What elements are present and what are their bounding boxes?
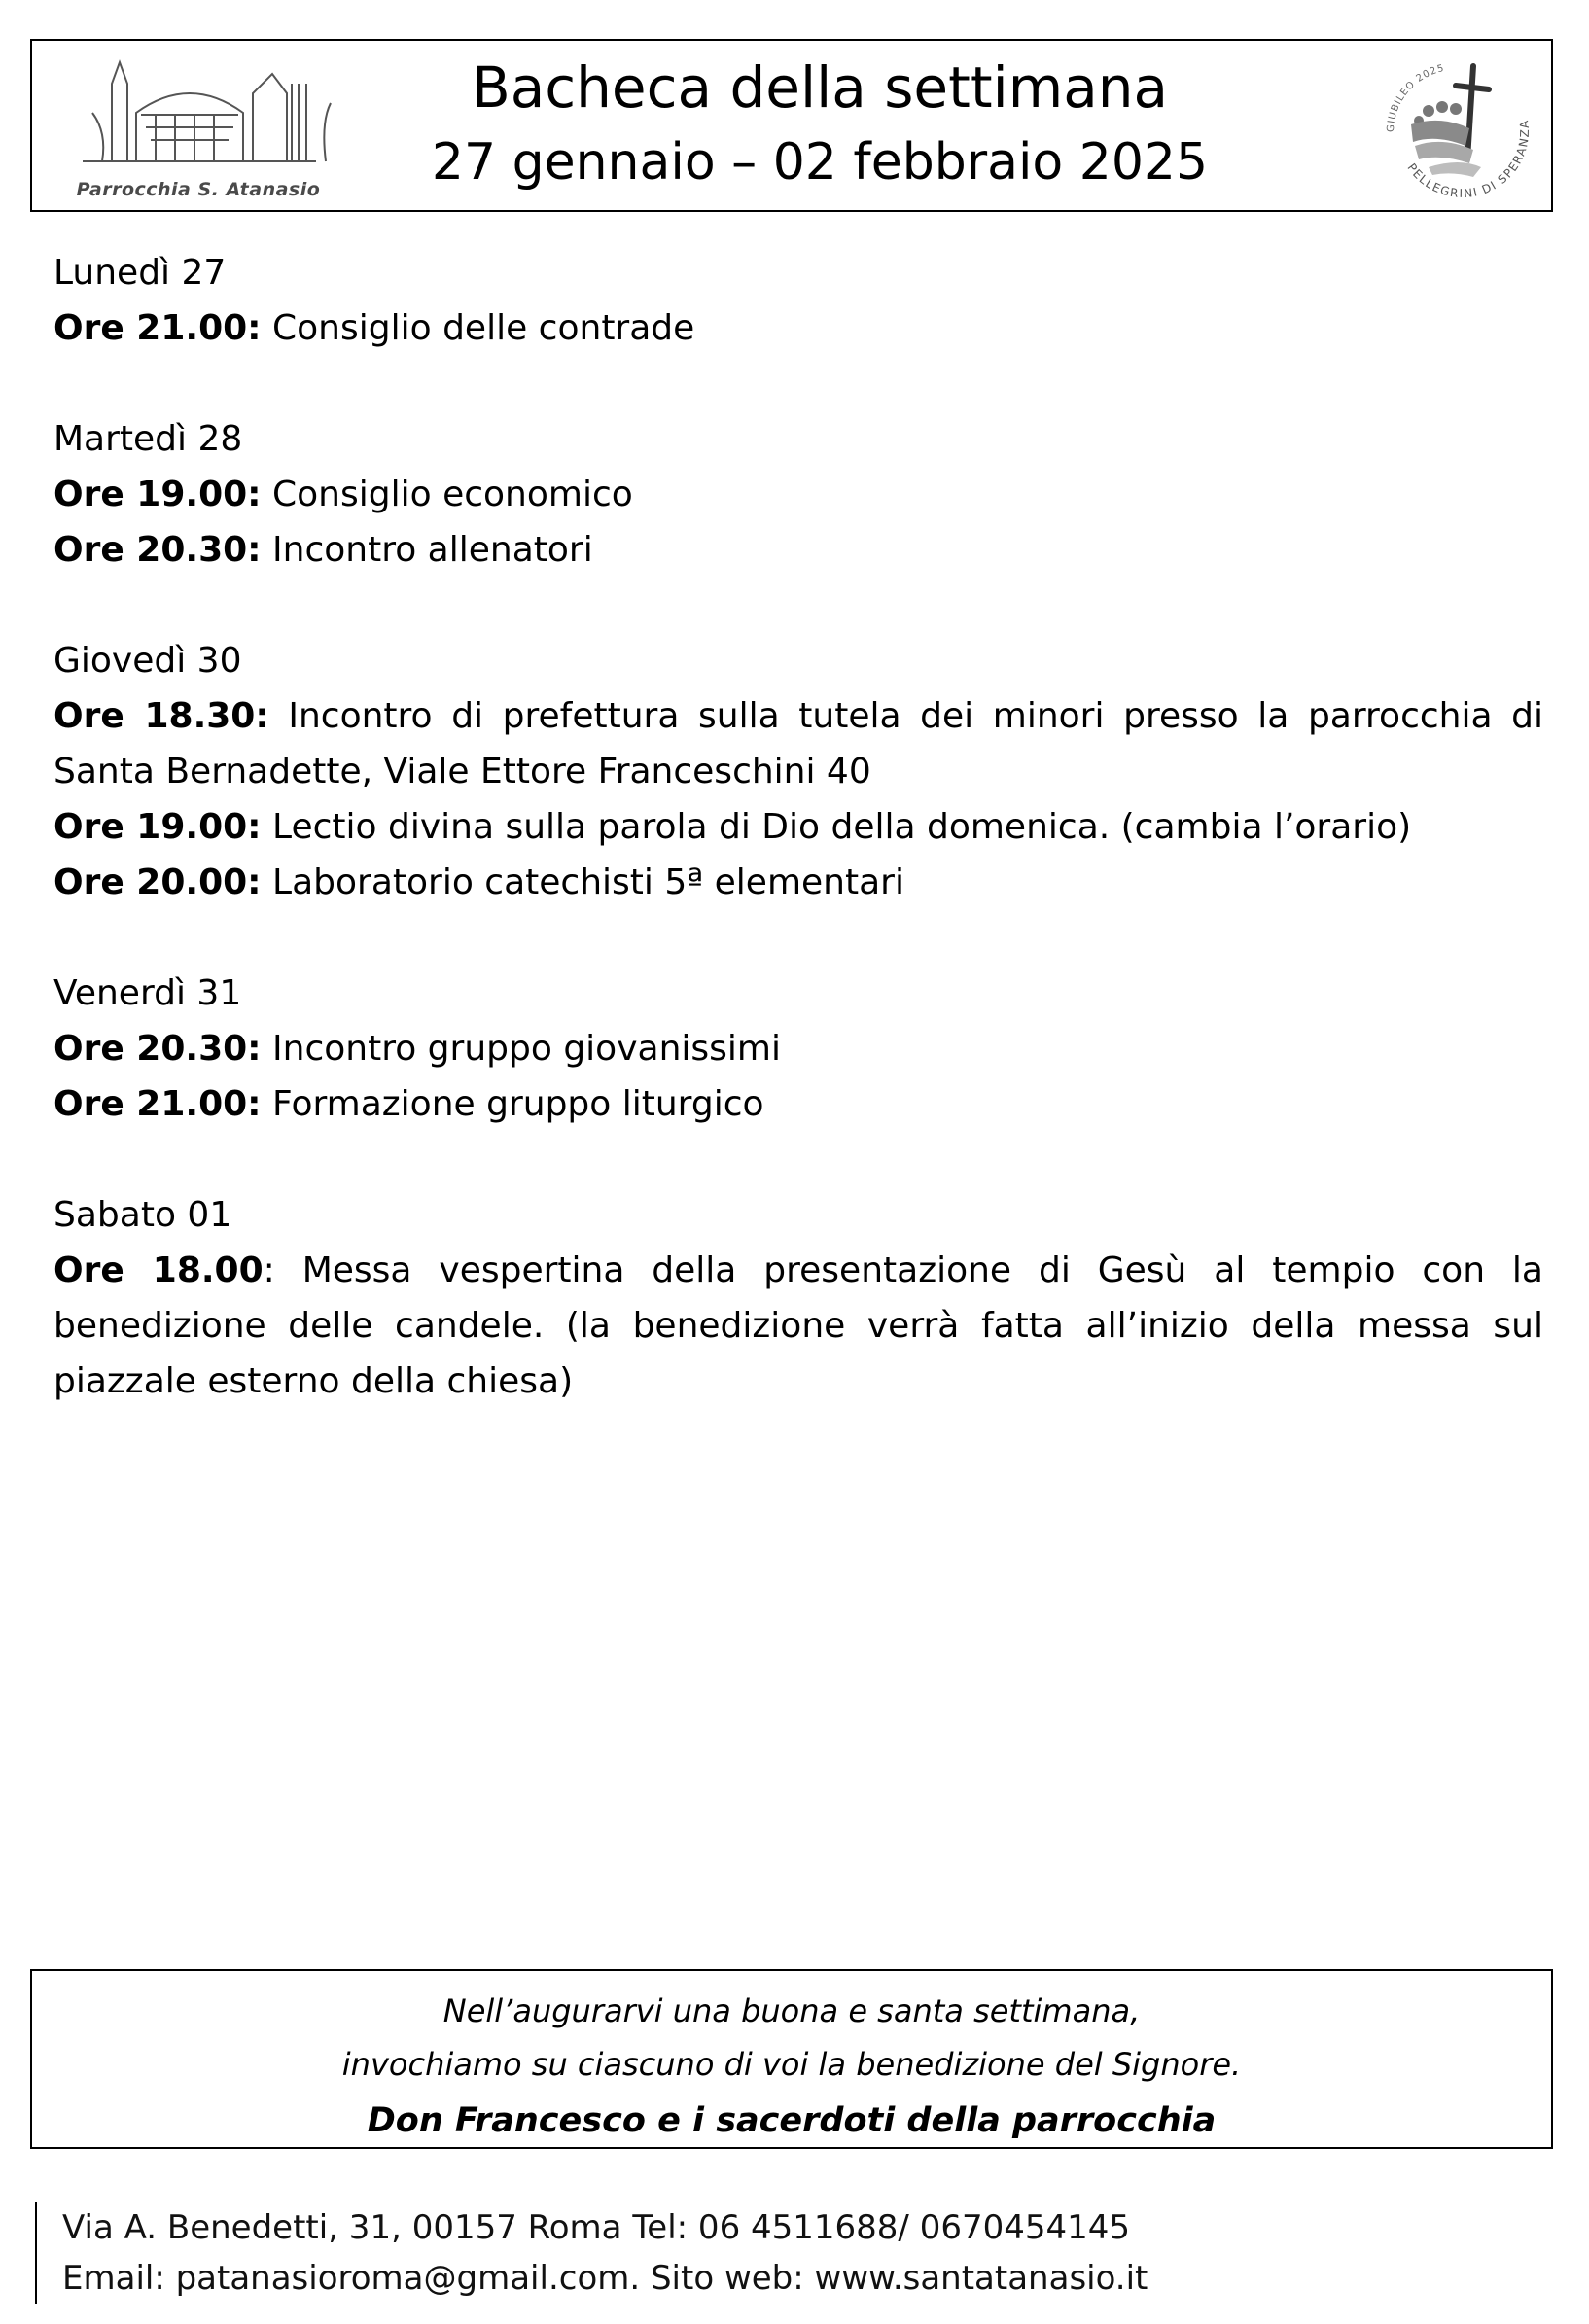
entry-time: Ore 21.00: (53, 1084, 262, 1124)
entry-time: Ore 18.30: (53, 696, 269, 736)
entry-description: Incontro allenatori (261, 530, 593, 570)
entry-time: Ore 20.30: (53, 1029, 262, 1069)
entry-time: Ore 21.00: (53, 308, 262, 348)
entry-description: Lectio divina sulla parola di Dio della domenica. (cambia l’orario) (261, 807, 1412, 847)
church-drawing-icon (44, 54, 353, 171)
day-separator (53, 910, 1543, 966)
schedule-entry (53, 1021, 1543, 1076)
entry-description: Formazione gruppo liturgico (261, 1084, 764, 1124)
parish-name: Parrocchia S. Atanasio (76, 179, 321, 200)
entry-time: Ore 19.00: (53, 807, 262, 847)
day-separator (53, 578, 1543, 633)
schedule-entry (53, 1076, 1543, 1132)
jubilee-logo (1372, 53, 1537, 202)
schedule-entry (53, 799, 1543, 855)
signature: Don Francesco e i sacerdoti della parrocchia (367, 2101, 1217, 2140)
entry-time: Ore 19.00: (53, 475, 262, 514)
entry-description: Laboratorio catechisti 5ª elementari (261, 863, 904, 902)
entry-description: Consiglio economico (261, 475, 633, 514)
date-range: 27 gennaio – 02 febbraio 2025 (431, 133, 1209, 192)
header-box (30, 39, 1553, 212)
schedule-entry (53, 688, 1543, 799)
day-heading: Martedì 28 (53, 419, 243, 459)
schedule-entry (53, 1243, 1543, 1409)
schedule-entry (53, 522, 1543, 578)
title-block (363, 49, 1277, 198)
entry-time: Ore 20.00: (53, 863, 262, 902)
jubilee-arc-top: GIUBILEO 2025 (1385, 62, 1446, 133)
schedule-entry (53, 855, 1543, 910)
contact-info (35, 2202, 1148, 2304)
weekly-schedule (53, 245, 1543, 1409)
email-web-line: Email: patanasioroma@gmail.com. Sito web: www.santatanasio.it (62, 2259, 1148, 2298)
blessing-line-2: invochiamo su ciascuno di voi la benedizione del Signore. (341, 2046, 1242, 2083)
day-heading: Giovedì 30 (53, 641, 242, 681)
entry-description: Consiglio delle contrade (261, 308, 695, 348)
parish-logo (44, 54, 353, 200)
day-heading: Sabato 01 (53, 1195, 232, 1235)
day-separator (53, 356, 1543, 411)
day-separator (53, 1132, 1543, 1187)
blessing-box (30, 1969, 1553, 2149)
entry-time: Ore 18.00 (53, 1250, 264, 1290)
day-heading: Venerdì 31 (53, 973, 242, 1013)
jubilee-arc-bottom: PELLEGRINI DI SPERANZA (1404, 118, 1533, 201)
schedule-entry (53, 300, 1543, 356)
entry-description: : Messa vespertina della presentazione di Gesù al tempio con la benedizione delle candele. (la benedizione verrà fatta all’inizio della messa sul piazzale esterno della chiesa) (53, 1250, 1543, 1401)
entry-description: Incontro di prefettura sulla tutela dei minori presso la parrocchia di Santa Bernadette, Viale Ettore Franceschini 40 (53, 696, 1543, 792)
page-title: Bacheca della settimana (471, 54, 1169, 121)
entry-time: Ore 20.30: (53, 530, 262, 570)
schedule-entry (53, 467, 1543, 522)
entry-description: Incontro gruppo giovanissimi (261, 1029, 781, 1069)
day-heading: Lunedì 27 (53, 253, 227, 293)
blessing-line-1: Nell’augurarvi una buona e santa settimana, (442, 1992, 1141, 2029)
jubilee-2025-icon (1372, 53, 1537, 202)
address-line: Via A. Benedetti, 31, 00157 Roma Tel: 06 4511688/ 0670454145 (62, 2208, 1131, 2247)
